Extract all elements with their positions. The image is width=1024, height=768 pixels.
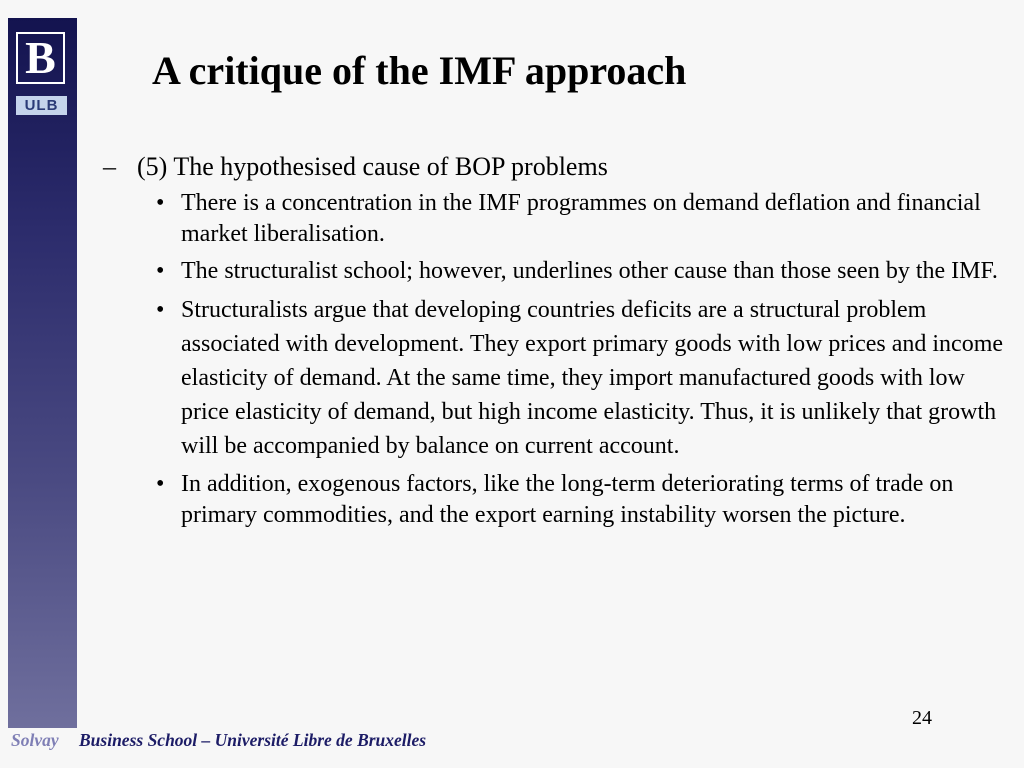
slide-title: A critique of the IMF approach	[152, 48, 687, 93]
section-heading	[103, 150, 1018, 184]
ulb-logo	[16, 32, 65, 84]
footer-solvay: Solvay	[11, 729, 59, 750]
dash-marker: –	[103, 152, 116, 181]
bullet-dot: •	[156, 297, 165, 323]
sidebar-band	[8, 18, 77, 728]
bullet-text: The structuralist school; however, underlines other cause than those seen by the IMF.	[181, 258, 998, 284]
bullet-item	[156, 469, 1018, 531]
footer	[8, 728, 426, 752]
bullet-text: There is a concentration in the IMF programmes on demand deflation and financial market liberalisation.	[181, 190, 981, 247]
bullet-text: Structuralists argue that developing countries deficits are a structural problem associated with development. They export primary goods with low prices and income elasticity of demand. At the same time, they import manufactured goods with low price elasticity of demand, but high income elasticity. Thus, it is unlikely that growth will be accompanied by balance on current account.	[181, 297, 1004, 459]
bullet-dot: •	[156, 258, 165, 284]
bullet-dot: •	[156, 190, 165, 216]
bullet-item	[156, 293, 1018, 463]
slide-content	[103, 150, 1018, 537]
bullet-text: In addition, exogenous factors, like the long-term deteriorating terms of trade on primary commodities, and the export earning instability worsen the picture.	[181, 471, 954, 528]
footer-school: Business School – Université Libre de Bruxelles	[79, 729, 427, 750]
logo-sub: ULB	[16, 96, 67, 115]
bullet-item	[156, 256, 1018, 287]
bullet-list	[103, 188, 1018, 531]
bullet-item	[156, 188, 1018, 250]
page-number: 24	[912, 707, 932, 729]
section-heading-text: (5) The hypothesised cause of BOP problems	[137, 152, 608, 181]
logo-letter: B	[25, 32, 56, 83]
bullet-dot: •	[156, 471, 165, 497]
